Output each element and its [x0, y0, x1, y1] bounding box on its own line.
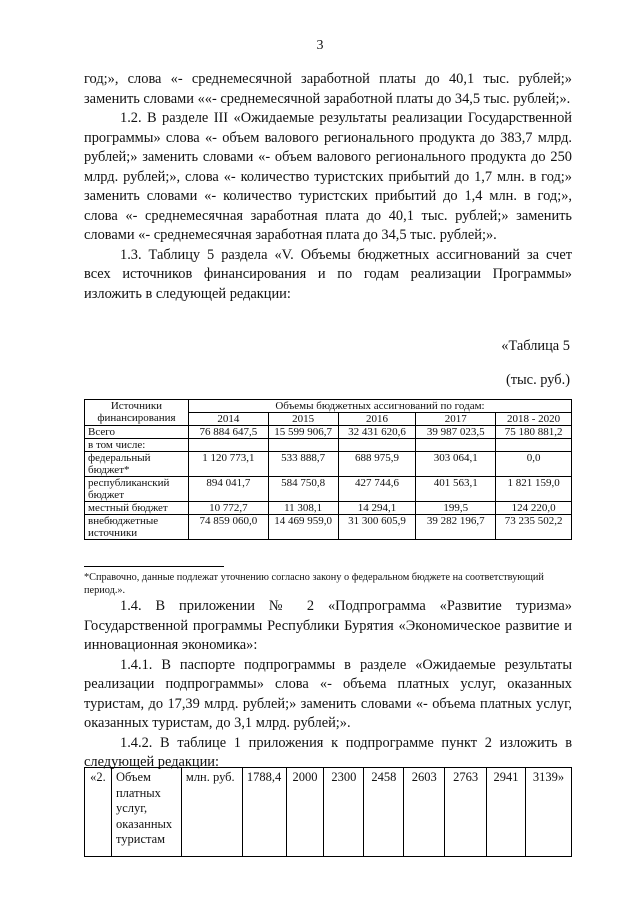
row-label: внебюджетные источники [85, 515, 189, 540]
value-cell: 303 064,1 [416, 452, 496, 477]
year-cell: 2017 [416, 413, 496, 426]
value-cell [496, 439, 572, 452]
indicator-name: Объем платных услуг, оказанных туристам [111, 768, 181, 857]
footnote-divider [84, 566, 224, 567]
table-row [85, 452, 572, 477]
value-cell: 39 282 196,7 [416, 515, 496, 540]
row-number: «2. [85, 768, 112, 857]
value-cell: 32 431 620,6 [338, 426, 416, 439]
indicator-table [84, 767, 572, 857]
value-cell: 2603 [404, 768, 445, 857]
value-cell: 1 821 159,0 [496, 477, 572, 502]
value-cell: 31 300 605,9 [338, 515, 416, 540]
row-label: местный бюджет [85, 502, 189, 515]
value-cell: 2763 [445, 768, 487, 857]
value-cell: 11 308,1 [268, 502, 338, 515]
paragraph-1-4: 1.4. В приложении № 2 «Подпрограмма «Развитие туризма» Государственной программы Республики Бурятия «Экономическое развитие и инновационная экономика»: [84, 598, 572, 653]
value-cell: 74 859 060,0 [188, 515, 268, 540]
budget-table [84, 399, 572, 540]
value-cell: 401 563,1 [416, 477, 496, 502]
value-cell: 3139» [526, 768, 572, 857]
value-cell: 2941 [487, 768, 526, 857]
table5-units: (тыс. руб.) [505, 372, 570, 388]
paragraph-1-2: 1.2. В разделе III «Ожидаемые результаты реализации Государственной программы» слова «- объем валового регионального продукта до 383,7 млрд. рублей;» заменить словами «- объем валового регионального продукта до 250 млрд. рублей;», слова «- количество туристских прибытий до 1,7 млн. в год;» заменить словами «- количество туристских прибытий до 1,4 млн. в год;», слова «- среднемесячная заработная плата до 40,1 тыс. рублей;» заменить словами «- среднемесячная заработная плата до 34,5 тыс. рублей;». [84, 110, 572, 243]
value-cell: 39 987 023,5 [416, 426, 496, 439]
value-cell: 14 469 959,0 [268, 515, 338, 540]
table5-caption: «Таблица 5 [501, 338, 570, 354]
paragraph-1-4-1: 1.4.1. В паспорте подпрограммы в разделе «Ожидаемые результаты реализации подпрограммы» слова «- объема платных услуг, оказанных туристам, до 17,39 млрд. рублей;» заменить словами «- объема платных услуг, оказанных туристам, до 3,1 млрд. рублей;». [84, 656, 572, 731]
value-cell: 2458 [364, 768, 404, 857]
header-source: Источники финансирования [85, 400, 189, 426]
table-row [85, 426, 572, 439]
footnote: *Справочно, данные подлежат уточнению согласно закону о федеральном бюджете на соответствующий период.». [84, 572, 544, 596]
value-cell [188, 439, 268, 452]
row-label: федеральный бюджет* [85, 452, 189, 477]
value-cell [268, 439, 338, 452]
paragraph-continuation: год;», слова «- среднемесячной заработной платы до 40,1 тыс. рублей;» заменить словами ««- среднемесячной заработной платы до 34,5 тыс. рублей;». [84, 71, 572, 107]
year-cell: 2014 [188, 413, 268, 426]
unit-cell: млн. руб. [181, 768, 242, 857]
value-cell [416, 439, 496, 452]
value-cell: 1 120 773,1 [188, 452, 268, 477]
year-cell: 2016 [338, 413, 416, 426]
table-header-row [85, 400, 572, 413]
value-cell: 894 041,7 [188, 477, 268, 502]
value-cell: 199,5 [416, 502, 496, 515]
table-row [85, 502, 572, 515]
value-cell: 15 599 906,7 [268, 426, 338, 439]
table-row [85, 439, 572, 452]
table-row [85, 768, 572, 857]
value-cell: 2000 [286, 768, 324, 857]
value-cell: 73 235 502,2 [496, 515, 572, 540]
value-cell: 10 772,7 [188, 502, 268, 515]
value-cell: 76 884 647,5 [188, 426, 268, 439]
paragraph-1-3: 1.3. Таблицу 5 раздела «V. Объемы бюджетных ассигнований за счет всех источников финансирования и по годам реализации Программы» изложить в следующей редакции: [84, 246, 572, 302]
body-section-top [84, 70, 572, 304]
year-cell: 2018 - 2020 [496, 413, 572, 426]
row-label: Всего [85, 426, 189, 439]
value-cell: 427 744,6 [338, 477, 416, 502]
value-cell: 533 888,7 [268, 452, 338, 477]
value-cell: 2300 [324, 768, 364, 857]
value-cell: 1788,4 [242, 768, 286, 857]
table-row [85, 477, 572, 502]
value-cell [338, 439, 416, 452]
value-cell: 688 975,9 [338, 452, 416, 477]
body-section-bottom [84, 597, 572, 773]
page-number: 3 [316, 38, 324, 53]
row-label: в том числе: [85, 439, 189, 452]
value-cell: 0,0 [496, 452, 572, 477]
row-label: республиканский бюджет [85, 477, 189, 502]
value-cell: 75 180 881,2 [496, 426, 572, 439]
header-volumes: Объемы бюджетных ассигнований по годам: [188, 400, 571, 413]
paragraph-1-4-2: 1.4.2. В таблице 1 приложения к подпрограмме пункт 2 изложить в следующей редакции: [84, 734, 572, 770]
value-cell: 124 220,0 [496, 502, 572, 515]
value-cell: 14 294,1 [338, 502, 416, 515]
year-cell: 2015 [268, 413, 338, 426]
table-row [85, 515, 572, 540]
value-cell: 584 750,8 [268, 477, 338, 502]
